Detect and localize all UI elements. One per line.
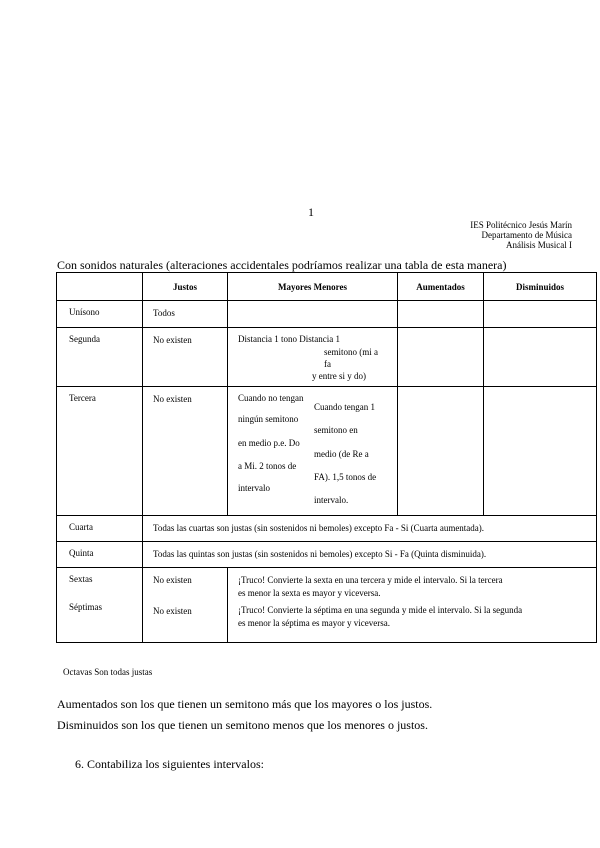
unisono-justos: Todos — [143, 301, 228, 328]
sextas-septimas-justos — [143, 568, 228, 643]
septimas-justos: No existen — [153, 606, 192, 616]
header-mayores-menores: Mayores Menores — [228, 273, 398, 301]
table-row-unisono — [57, 301, 597, 328]
aumentados-text: Aumentados son los que tienen un semitono más que los mayores o los justos. — [57, 697, 433, 711]
label-quinta: Quinta — [57, 542, 143, 568]
header-aumentados: Aumentados — [398, 273, 484, 301]
label-tercera: Tercera — [57, 387, 143, 516]
intervals-table — [56, 272, 597, 643]
table-row-quinta — [57, 542, 597, 568]
sextas-line1: ¡Truco! Convierte la sexta en una tercera y mide el intervalo. Si la tercera — [238, 575, 503, 585]
tercera-justos: No existen — [143, 387, 228, 516]
institution-header — [470, 220, 572, 250]
septimas-line1: ¡Truco! Convierte la séptima en una segunda y mide el intervalo. Si la segunda — [238, 605, 523, 615]
table-header-row — [57, 273, 597, 301]
table-row-segunda — [57, 328, 597, 387]
label-segunda: Segunda — [57, 328, 143, 387]
department-name: Departamento de Música — [481, 230, 572, 240]
octavas-note: Octavas Son todas justas — [63, 667, 153, 677]
septimas-line2: es menor la séptima es mayor y viceversa. — [238, 618, 390, 628]
sextas-septimas-text — [228, 568, 597, 643]
intro-text: Con sonidos naturales (alteraciones accidentales podríamos realizar una tabla de esta manera) — [57, 258, 507, 272]
header-disminuidos: Disminuidos — [484, 273, 597, 301]
table-row-sextas-septimas — [57, 568, 597, 643]
segunda-mayores-menores: Distancia 1 tono Distancia 1 semitono (mi a fa y entre si y do) — [228, 328, 398, 387]
disminuidos-text: Disminuidos son los que tienen un semitono menos que los menores o justos. — [57, 718, 428, 732]
label-sextas-septimas — [57, 568, 143, 643]
label-sextas: Sextas — [69, 574, 93, 584]
label-unisono: Unísono — [57, 301, 143, 328]
page-number: 1 — [308, 205, 314, 219]
sextas-line2: es menor la sexta es mayor y viceversa. — [238, 588, 381, 598]
sextas-justos: No existen — [153, 575, 192, 585]
exercise-heading: 6. Contabiliza los siguientes intervalos: — [75, 757, 264, 771]
table-row-tercera — [57, 387, 597, 516]
label-septimas: Séptimas — [69, 602, 102, 612]
label-cuarta: Cuarta — [57, 516, 143, 542]
header-justos: Justos — [143, 273, 228, 301]
institution-name: IES Politécnico Jesús Marín — [470, 220, 572, 230]
cuarta-text: Todas las cuartas son justas (sin sostenidos ni bemoles) excepto Fa - Si (Cuarta aumentada). — [143, 516, 597, 542]
segunda-justos: No existen — [143, 328, 228, 387]
header-empty — [57, 273, 143, 301]
course-name: Análisis Musical I — [506, 240, 572, 250]
tercera-mayores-menores: Cuando no tengan ningún semitono en medio p.e. Do a Mi. 2 tonos de intervalo Cuando tengan 1 semitono en medio (de Re a FA). 1,5 tonos de intervalo. — [228, 387, 398, 516]
quinta-text: Todas las quintas son justas (sin sostenidos ni bemoles) excepto Si - Fa (Quinta disminuida). — [143, 542, 597, 568]
table-row-cuarta — [57, 516, 597, 542]
